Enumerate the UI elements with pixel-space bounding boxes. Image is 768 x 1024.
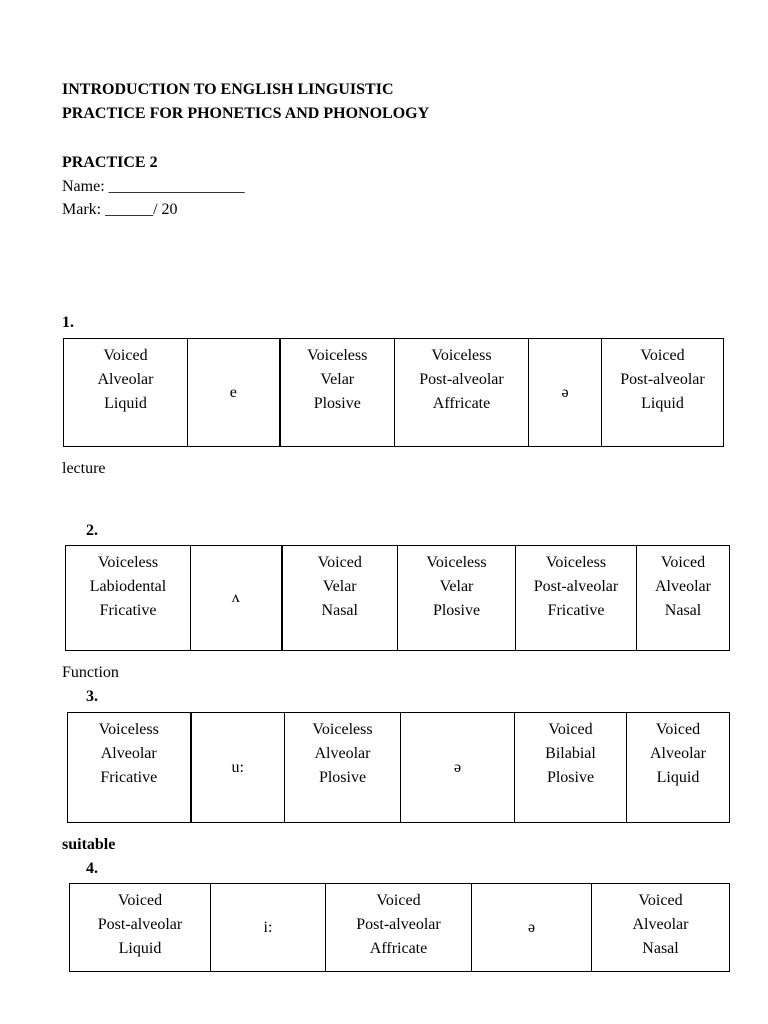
vowel-cell: ʌ [191, 546, 282, 651]
vowel-cell: ə [401, 713, 515, 823]
exercise-answer: lecture [62, 460, 106, 477]
exercise-number: 1. [62, 314, 74, 331]
vowel-cell: ə [529, 339, 602, 447]
name-field-label: Name: _________________ [62, 178, 245, 195]
exercise-4-table [69, 883, 730, 972]
exercise-2-table [65, 545, 730, 651]
mark-field-label: Mark: ______/ 20 [62, 201, 178, 218]
sound-cell: Voiceless Velar Plosive [398, 546, 516, 651]
sound-cell: Voiceless Post-alveolar Affricate [395, 339, 529, 447]
exercise-3-table [67, 712, 730, 823]
sound-cell: Voiced Velar Nasal [282, 546, 398, 651]
vowel-cell: ə [472, 884, 592, 972]
practice-heading: PRACTICE 2 [62, 154, 158, 171]
exercise-number: 4. [86, 860, 98, 877]
document-title-line-2: PRACTICE FOR PHONETICS AND PHONOLOGY [62, 105, 430, 122]
exercise-number: 2. [86, 522, 98, 539]
sound-cell: Voiceless Velar Plosive [280, 339, 395, 447]
sound-cell: Voiceless Post-alveolar Fricative [516, 546, 637, 651]
sound-cell: Voiceless Alveolar Fricative [68, 713, 191, 823]
exercise-number: 3. [86, 688, 98, 705]
exercise-answer: suitable [62, 836, 116, 853]
sound-cell: Voiced Alveolar Nasal [592, 884, 730, 972]
sound-cell: Voiceless Alveolar Plosive [285, 713, 401, 823]
sound-cell: Voiced Alveolar Liquid [64, 339, 188, 447]
sound-cell: Voiced Post-alveolar Liquid [70, 884, 211, 972]
sound-cell: Voiced Post-alveolar Liquid [602, 339, 724, 447]
sound-cell: Voiced Post-alveolar Affricate [326, 884, 472, 972]
sound-cell: Voiced Bilabial Plosive [515, 713, 627, 823]
document-title-line-1: INTRODUCTION TO ENGLISH LINGUISTIC [62, 81, 394, 98]
sound-cell: Voiceless Labiodental Fricative [66, 546, 191, 651]
vowel-cell: e [188, 339, 280, 447]
sound-cell: Voiced Alveolar Liquid [627, 713, 730, 823]
exercise-answer: Function [62, 664, 119, 681]
exercise-1-table [63, 338, 724, 447]
vowel-cell: u: [191, 713, 285, 823]
sound-cell: Voiced Alveolar Nasal [637, 546, 730, 651]
vowel-cell: i: [211, 884, 326, 972]
